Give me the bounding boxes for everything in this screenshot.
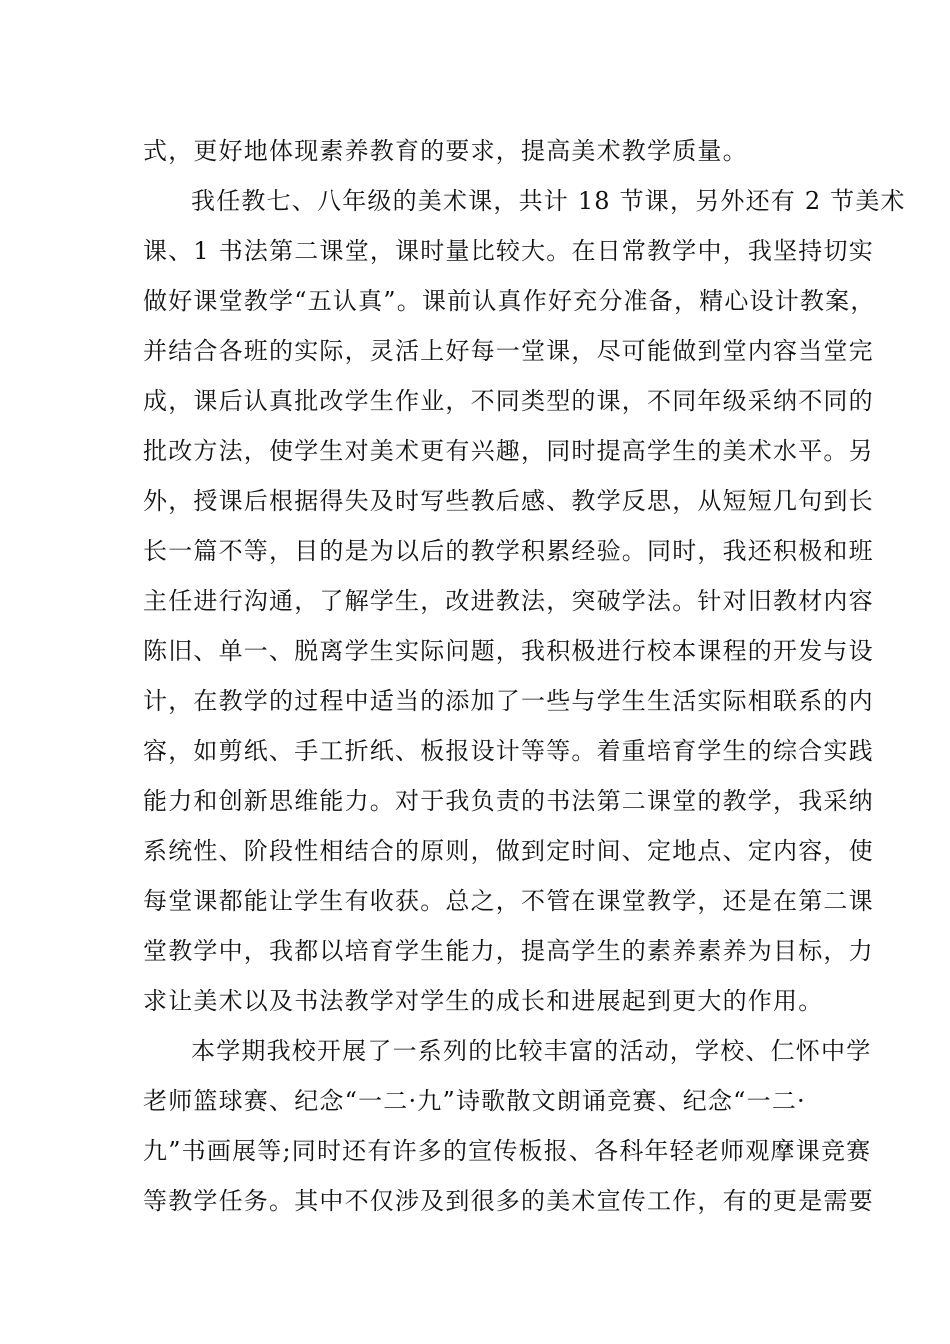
text-line: 主任进行沟通，了解学生，改进教法，突破学法。针对旧教材内容 bbox=[143, 587, 874, 615]
text-line: 能力和创新思维能力。对于我负责的书法第二课堂的教学，我采纳 bbox=[143, 787, 874, 815]
text-line: 等教学任务。其中不仅涉及到很多的美术宣传工作，有的更是需要 bbox=[143, 1187, 874, 1215]
body-text bbox=[143, 126, 906, 1226]
text-line: 外，授课后根据得失及时写些教后感、教学反思，从短短几句到长 bbox=[143, 487, 874, 515]
paragraph-first-line: 我任教七、八年级的美术课，共计 18 节课，另外还有 2 节美术 bbox=[191, 187, 906, 215]
text-line: 课、1 书法第二课堂，课时量比较大。在日常教学中，我坚持切实 bbox=[143, 237, 874, 265]
text-line: 求让美术以及书法教学对学生的成长和进展起到更大的作用。 bbox=[143, 987, 824, 1015]
text-line: 计，在教学的过程中适当的添加了一些与学生生活实际相联系的内 bbox=[143, 687, 874, 715]
text-line: 并结合各班的实际，灵活上好每一堂课，尽可能做到堂内容当堂完 bbox=[143, 337, 874, 365]
text-line: 堂教学中，我都以培育学生能力，提高学生的素养素养为目标，力 bbox=[143, 937, 874, 965]
paragraph-first-line: 本学期我校开展了一系列的比较丰富的活动，学校、仁怀中学 bbox=[191, 1037, 872, 1065]
text-line: 式，更好地体现素养教育的要求，提高美术教学质量。 bbox=[143, 137, 748, 165]
text-line: 系统性、阶段性相结合的原则，做到定时间、定地点、定内容，使 bbox=[143, 837, 874, 865]
text-line: 容，如剪纸、手工折纸、板报设计等等。着重培育学生的综合实践 bbox=[143, 737, 874, 765]
text-line: 成，课后认真批改学生作业，不同类型的课，不同年级采纳不同的 bbox=[143, 387, 874, 415]
text-line: 长一篇不等，目的是为以后的教学积累经验。同时，我还积极和班 bbox=[143, 537, 874, 565]
text-line: 每堂课都能让学生有收获。总之，不管在课堂教学，还是在第二课 bbox=[143, 887, 874, 915]
text-line: 做好课堂教学“五认真”。课前认真作好充分准备，精心设计教案， bbox=[143, 287, 876, 315]
text-line: 老师篮球赛、纪念“一二·九”诗歌散文朗诵竞赛、纪念“一二· bbox=[143, 1087, 806, 1115]
text-line: 九”书画展等;同时还有许多的宣传板报、各科年轻老师观摩课竞赛 bbox=[143, 1137, 872, 1165]
text-line: 陈旧、单一、脱离学生实际问题，我积极进行校本课程的开发与设 bbox=[143, 637, 874, 665]
text-line: 批改方法，使学生对美术更有兴趣，同时提高学生的美术水平。另 bbox=[143, 437, 874, 465]
